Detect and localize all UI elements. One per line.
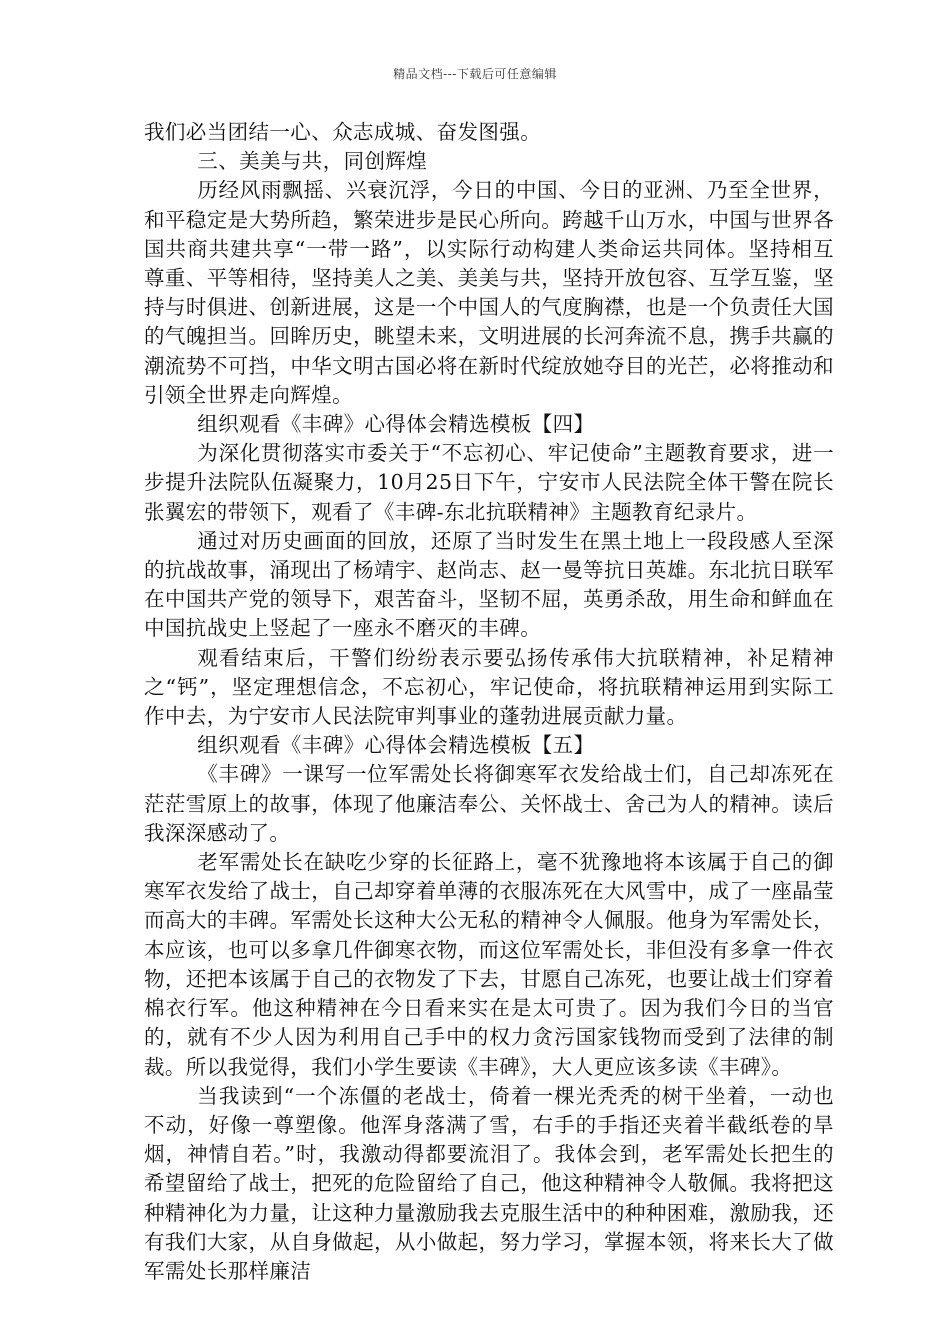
paragraph: 《丰碑》一课写一位军需处长将御寒军衣发给战士们，自己却冻死在茫茫雪原上的故事，体现了他廉洁奉公、关怀战士、舍己为人的精神。读后我深深感动了。: [144, 762, 834, 845]
paragraph: 我们必当团结一心、众志成城、奋发图强。: [144, 120, 542, 144]
section-heading: 组织观看《丰碑》心得体会精选模板【四】: [197, 412, 595, 437]
paragraph: 观看结束后，干警们纷纷表示要弘扬传承伟大抗联精神，补足精神之“钙”，坚定理想信念，不忘初心，牢记使命，将抗联精神运用到实际工作中去，为宁安市人民法院审判事业的蓬勃进展贡献力量。: [144, 645, 834, 729]
document-body: [144, 118, 834, 1286]
page-header: 精品文档---下载后可任意编辑: [393, 67, 557, 81]
paragraph: 通过对历史画面的回放，还原了当时发生在黑土地上一段段感人至深的抗战故事，涌现出了杨靖宇、赵尚志、赵一曼等抗日英雄。东北抗日联军在中国共产党的领导下，艰苦奋斗，坚韧不屈，英勇杀敌，用生命和鲜血在中国抗战史上竖起了一座永不磨灭的丰碑。: [144, 528, 834, 641]
section-heading: 三、美美与共，同创辉煌: [197, 149, 428, 174]
paragraph: 历经风雨飘摇、兴衰沉浮，今日的中国、今日的亚洲、乃至全世界，和平稳定是大势所趋，繁荣进步是民心所向。跨越千山万水，中国与世界各国共商共建共享“一带一路”，以实际行动构建人类命运共同体。坚持相互尊重、平等相待，坚持美人之美、美美与共，坚持开放包容、互学互鉴，坚持与时俱进、创新进展，这是一个中国人的气度胸襟，也是一个负责任大国的气魄担当。回眸历史，眺望未来，文明进展的长河奔流不息，携手共赢的潮流势不可挡，中华文明古国必将在新时代绽放她夺目的光芒，必将推动和引领全世界走向辉煌。: [144, 178, 834, 407]
paragraph: 当我读到“一个冻僵的老战士，倚着一棵光秃秃的树干坐着，一动也不动，好像一尊塑像。他浑身落满了雪，右手的手指还夹着半截纸卷的旱烟，神情自若。”时，我激动得都要流泪了。我体会到，老军需处长把生的希望留给了战士，把死的危险留给了自己，他这种精神令人敬佩。我将把这种精神化为力量，让这种力量激励我去克服生活中的种种困难，激励我，还有我们大家，从自身做起，从小做起，努力学习，掌握本领，将来长大了做军需处长那样廉洁: [144, 1083, 834, 1283]
section-heading: 组织观看《丰碑》心得体会精选模板【五】: [197, 733, 595, 758]
paragraph: 老军需处长在缺吃少穿的长征路上，毫不犹豫地将本该属于自己的御寒军衣发给了战士，自己却穿着单薄的衣服冻死在大风雪中，成了一座晶莹而高大的丰碑。军需处长这种大公无私的精神令人佩服。他身为军需处长，本应该，也可以多拿几件御寒衣物，而这位军需处长，非但没有多拿一件衣物，还把本该属于自己的衣物发了下去，甘愿自己冻死，也要让战士们穿着棉衣行军。他这种精神在今日看来实在是太可贵了。因为我们今日的当官的，就有不少人因为利用自己手中的权力贪污国家钱物而受到了法律的制裁。所以我觉得，我们小学生要读《丰碑》，大人更应该多读《丰碑》。: [144, 850, 834, 1079]
paragraph: 为深化贯彻落实市委关于“不忘初心、牢记使命”主题教育要求，进一步提升法院队伍凝聚力，10月25日下午，宁安市人民法院全体干警在院长张翼宏的带领下，观看了《丰碑-东北抗联精神》主题教育纪录片。: [144, 441, 834, 524]
